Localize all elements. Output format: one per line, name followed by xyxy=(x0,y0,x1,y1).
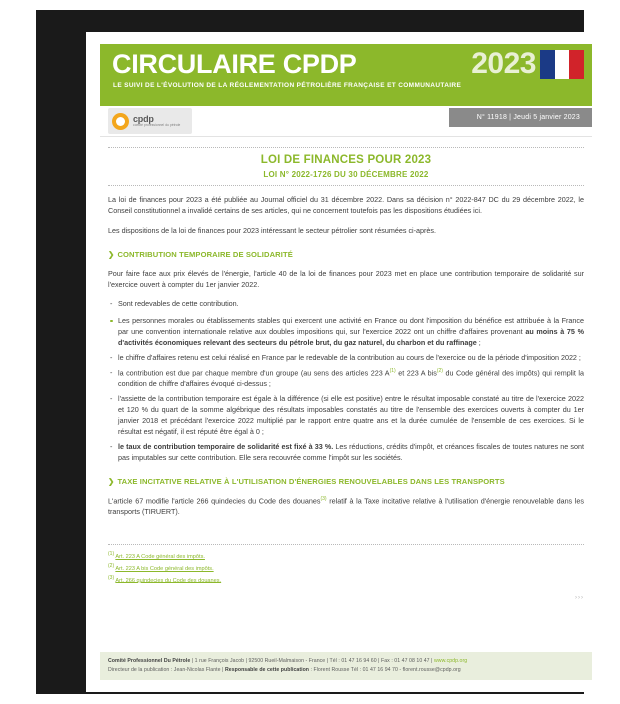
page-subtitle: LOI N° 2022-1726 DU 30 DÉCEMBRE 2022 xyxy=(108,170,584,186)
masthead-title xyxy=(112,49,357,80)
masthead xyxy=(100,44,592,106)
list-item: Les personnes morales ou établissements stables qui exercent une activité en France ou dont l'imposition du bénéfice est attribuée à la France par une convention internationale relative aux doubles impositions qui, sur l'exercice 2022 ont un chiffre d'affaires provenant au moins à 75 % d'activités économiques relevant des secteurs du pétrole brut, du gaz naturel, du charbon et du raffinage ; xyxy=(108,316,584,349)
continuation-arrows: ››› xyxy=(575,595,584,602)
footnote-ref-2[interactable]: (2) xyxy=(436,367,443,374)
list-item: - l'assiette de la contribution temporaire est égale à la différence (si elle est positive) entre le résultat imposable constaté au titre de l'exercice 2022 et 120 % du quart de la somme algébrique des résultats imposables constatés au titre de l'ensemble des exercices ouverts à compter du 1er janvier 2018 et précédant l'exercice 2022 multiplié par le rapport entre quatre ans et la durée cumulée de l'ensemble de ces exercices. Si le résultat est négatif, il est réputé être égal à 0 ; xyxy=(108,394,584,438)
footnote-ref-3[interactable]: (3) xyxy=(320,495,327,502)
logo-tagline: comité professionnel du pétrole xyxy=(133,123,181,128)
section-1-bullets xyxy=(108,316,584,464)
footer-line-1: Comité Professionnel Du Pétrole | 1 rue François Jacob | 92500 Rueil-Malmaison - France | Tél : 01 47 16 94 60 | Fax : 01 47 08 10 47 | www.cpdp.org xyxy=(108,657,468,664)
footer-website-link[interactable]: www.cpdp.org xyxy=(432,657,468,664)
footer-line-2: Directeur de la publication : Jean-Nicolas Flante | Responsable de cette publication : Florent Rousse Tél : 01 47 16 94 70 - florent.rousse@cpdp.org xyxy=(108,666,461,673)
footnotes xyxy=(108,544,584,585)
list-item: - le chiffre d'affaires retenu est celui réalisé en France par le redevable de la contribution au cours de l'exercice ou de la période d'imposition 2022 ; xyxy=(108,353,584,364)
footnote-1-link[interactable]: Art. 223 A Code général des impôts. xyxy=(115,553,205,560)
document-content xyxy=(108,137,584,518)
logo-bar xyxy=(100,106,592,137)
footnote-1: $^{(1)}$ Art. 223 A Code général des impôts. xyxy=(108,551,205,560)
logo-name: cpdp xyxy=(133,113,154,124)
footnote-2: $^{(2)}$ Art. 223 A bis Code général des impôts. xyxy=(108,562,214,572)
cpdp-logo-icon xyxy=(112,113,129,130)
section-2-paragraph: L'article 67 modifie l'article 266 quindecies du Code des douanes$^{(3)}$ relatif à la Taxe incitative relative à l'utilisation d'énergie renouvelable dans les transports (TIRUERT). xyxy=(108,495,584,517)
section-heading-contribution: ❯ CONTRIBUTION TEMPORAIRE DE SOLIDARITÉ xyxy=(108,249,293,259)
section-heading-taxe-incitative: ❯ TAXE INCITATIVE RELATIVE À L'UTILISATION D'ÉNERGIES RENOUVELABLES DANS LES TRANSPORTS xyxy=(108,476,505,486)
masthead-subtitle: LE SUIVI DE L'ÉVOLUTION DE LA RÉGLEMENTATION PÉTROLIÈRE FRANÇAISE ET COMMUNAUTAIRE xyxy=(113,82,462,89)
cpdp-logo xyxy=(108,108,192,134)
masthead-year: 2023 xyxy=(471,47,536,80)
footnote-3-link[interactable]: Art. 266 quindecies du Code des douanes. xyxy=(115,577,222,584)
section-1-paragraph: Pour faire face aux prix élevés de l'énergie, l'article 40 de la loi de finances pour 2023 met en place une contribution temporaire de solidarité sur l'exercice ouvert à compter du 1er janvier 2022. xyxy=(108,269,584,289)
page-frame xyxy=(36,10,584,694)
issue-badge: N° 11918 | Jeudi 5 janvier 2023 xyxy=(449,108,592,127)
chevron-right-icon: ❯ xyxy=(108,249,115,259)
document-page xyxy=(86,32,606,692)
intro-paragraph-1: La loi de finances pour 2023 a été publiée au Journal officiel du 31 décembre 2022. Dans sa décision n° 2022-847 DC du 29 décembre 2022, le Conseil constitutionnel a invalidé certains de ses articles, qui ne concernent toutefois pas les dispositions étudiées ici. xyxy=(108,195,584,215)
footnote-ref-1[interactable]: (1) xyxy=(389,367,396,374)
footnote-3: $^{(3)}$ Art. 266 quindecies du Code des douanes. xyxy=(108,574,222,584)
page-title: LOI DE FINANCES POUR 2023 xyxy=(260,154,432,166)
masthead-title-brand: CPDP xyxy=(282,49,357,79)
list-item: - le taux de contribution temporaire de solidarité est fixé à 33 %. Les réductions, crédits d'impôt, et créances fiscales de toutes natures ne sont pas imputables sur cette contribution. Elle sera recouvrée comme l'impôt sur les sociétés. xyxy=(108,442,584,464)
masthead-title-main: CIRCULAIRE xyxy=(112,49,276,79)
chevron-right-icon: ❯ xyxy=(108,476,115,486)
intro-paragraph-2: Les dispositions de la loi de finances pour 2023 intéressant le secteur pétrolier sont résumées ci-après. xyxy=(108,225,437,235)
section-1-lead: - Sont redevables de cette contribution. xyxy=(108,299,584,310)
french-flag-icon xyxy=(540,50,584,79)
page-footer xyxy=(100,652,592,680)
list-item: - la contribution est due par chaque membre d'un groupe (au sens des articles 223 $A^{(1)}$ et 223 A bis$^{(2)}$ du Code général des impôts) qui remplit la condition de chiffre d'affaires évoqué ci-dessus ; xyxy=(108,368,584,390)
footnote-2-link[interactable]: Art. 223 A bis Code général des impôts. xyxy=(115,565,214,572)
